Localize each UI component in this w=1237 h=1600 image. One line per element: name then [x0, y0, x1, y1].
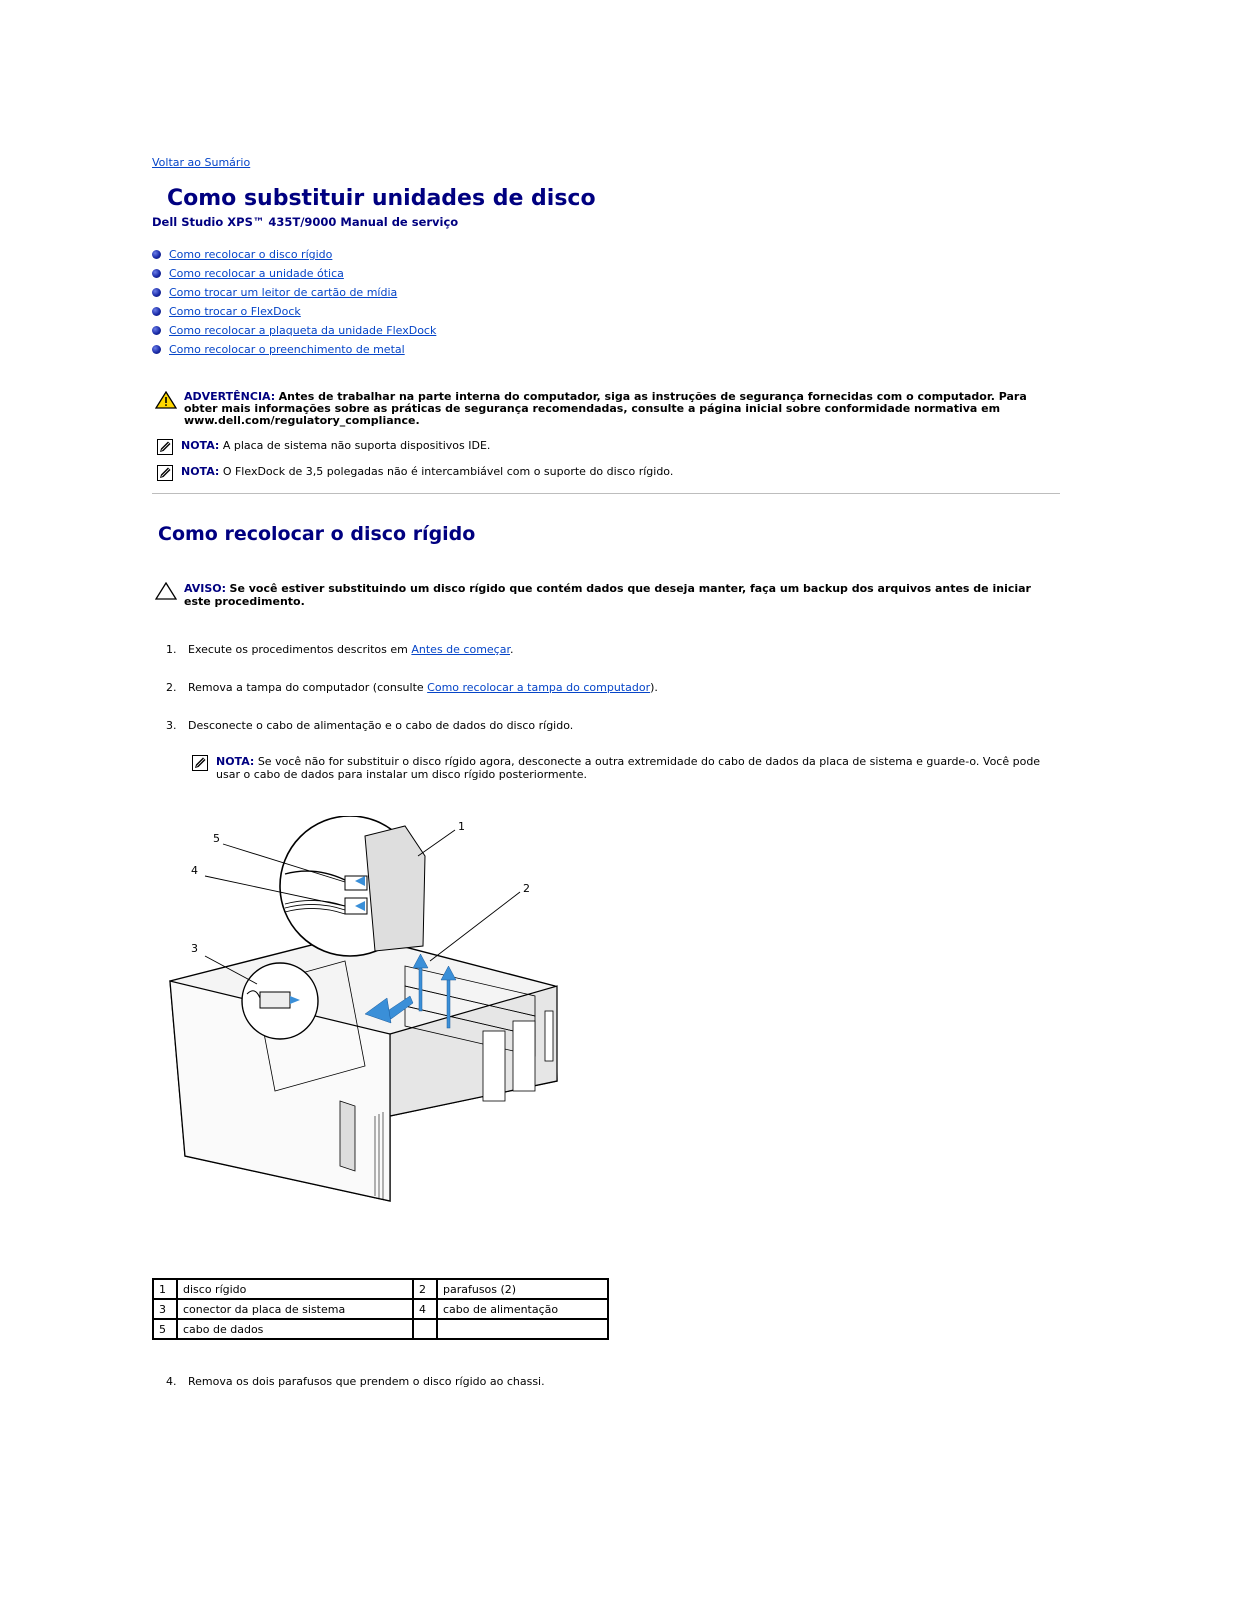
legend-number: 1	[153, 1279, 177, 1299]
bullet-icon	[152, 250, 161, 259]
table-of-contents	[152, 245, 436, 359]
note-label: NOTA:	[181, 465, 220, 478]
note-pencil-icon	[157, 439, 173, 455]
legend-number: 3	[153, 1299, 177, 1319]
warning-triangle-icon	[155, 391, 177, 409]
step-number: 3.	[166, 719, 177, 732]
note-pencil-icon	[157, 465, 173, 481]
step-text-end: ).	[650, 681, 658, 694]
toc-item	[152, 264, 436, 283]
toc-item	[152, 321, 436, 340]
warning-text: Antes de trabalhar na parte interna do computador, siga as instruções de segurança fornecidas com o computador. Para obter mais informações sobre as práticas de segurança recomendadas, consulte a página inicial sobre conformidade normativa em www.dell.com/regulatory_compliance.	[184, 390, 1027, 427]
bullet-icon	[152, 288, 161, 297]
step-text-end: .	[510, 643, 514, 656]
callout-label: 4	[191, 864, 198, 877]
note-label: NOTA:	[181, 439, 220, 452]
before-you-begin-link[interactable]: Antes de começar	[411, 643, 510, 656]
toc-item	[152, 302, 436, 321]
caution-notice	[155, 582, 1035, 608]
legend-text: cabo de dados	[177, 1319, 413, 1339]
callout-label: 1	[458, 820, 465, 833]
caution-triangle-icon	[155, 582, 177, 600]
toc-item	[152, 340, 436, 359]
toc-link[interactable]: Como recolocar a unidade ótica	[169, 267, 344, 280]
section-title: Como recolocar o disco rígido	[158, 523, 476, 545]
legend-number: 5	[153, 1319, 177, 1339]
legend-number: 4	[413, 1299, 437, 1319]
legend-text: parafusos (2)	[437, 1279, 608, 1299]
replace-cover-link[interactable]: Como recolocar a tampa do computador	[427, 681, 651, 694]
table-row	[153, 1299, 608, 1319]
callout-label: 2	[523, 882, 530, 895]
callout-label: 3	[191, 942, 198, 955]
note-text: A placa de sistema não suporta dispositivos IDE.	[222, 439, 491, 452]
table-row	[153, 1279, 608, 1299]
callout-label: 5	[213, 832, 220, 845]
note-text: Se você não for substituir o disco rígido agora, desconecte a outra extremidade do cabo de dados da placa de sistema e guarde-o. Você pode usar o cabo de dados para instalar um disco rígido posteriormente.	[216, 755, 1041, 781]
step-text: Remova os dois parafusos que prendem o disco rígido ao chassi.	[188, 1375, 545, 1388]
note-label: NOTA:	[216, 755, 255, 768]
step-4	[166, 1375, 545, 1388]
step-text: Execute os procedimentos descritos em	[188, 643, 412, 656]
bullet-icon	[152, 326, 161, 335]
table-row	[153, 1319, 608, 1339]
toc-link[interactable]: Como trocar um leitor de cartão de mídia	[169, 286, 398, 299]
section-divider	[152, 493, 1060, 494]
note-pencil-icon	[192, 755, 208, 771]
legend-text: cabo de alimentação	[437, 1299, 608, 1319]
caution-text: Se você estiver substituindo um disco rígido que contém dados que deseja manter, faça um backup dos arquivos antes de iniciar este procedimento.	[184, 582, 1031, 608]
toc-link[interactable]: Como recolocar a plaqueta da unidade FlexDock	[169, 324, 437, 337]
manual-subtitle: Dell Studio XPS™ 435T/9000 Manual de serviço	[152, 215, 459, 229]
toc-link[interactable]: Como recolocar o disco rígido	[169, 248, 333, 261]
figure-legend-table	[152, 1278, 609, 1340]
step-text: Remova a tampa do computador (consulte	[188, 681, 428, 694]
warning-notice	[155, 391, 1035, 427]
legend-number	[413, 1319, 437, 1339]
page-title: Como substituir unidades de disco	[167, 186, 596, 211]
legend-text: conector da placa de sistema	[177, 1299, 413, 1319]
bullet-icon	[152, 345, 161, 354]
toc-link[interactable]: Como recolocar o preenchimento de metal	[169, 343, 405, 356]
step-note	[192, 755, 1042, 781]
note-text: O FlexDock de 3,5 polegadas não é intercambiável com o suporte do disco rígido.	[222, 465, 674, 478]
legend-text	[437, 1319, 608, 1339]
bullet-icon	[152, 307, 161, 316]
note	[157, 465, 1037, 481]
step-text: Desconecte o cabo de alimentação e o cabo de dados do disco rígido.	[188, 719, 574, 732]
note	[157, 439, 1037, 455]
bullet-icon	[152, 269, 161, 278]
hard-drive-removal-illustration	[165, 816, 565, 1211]
toc-link[interactable]: Como trocar o FlexDock	[169, 305, 301, 318]
step-3	[166, 719, 573, 732]
toc-item	[152, 245, 436, 264]
toc-item	[152, 283, 436, 302]
legend-number: 2	[413, 1279, 437, 1299]
back-to-contents-link[interactable]: Voltar ao Sumário	[152, 156, 251, 169]
caution-label: AVISO:	[184, 582, 227, 595]
step-number: 1.	[166, 643, 177, 656]
step-number: 4.	[166, 1375, 177, 1388]
step-2	[166, 681, 658, 694]
warning-label: ADVERTÊNCIA:	[184, 390, 276, 403]
step-1	[166, 643, 514, 656]
step-number: 2.	[166, 681, 177, 694]
legend-text: disco rígido	[177, 1279, 413, 1299]
